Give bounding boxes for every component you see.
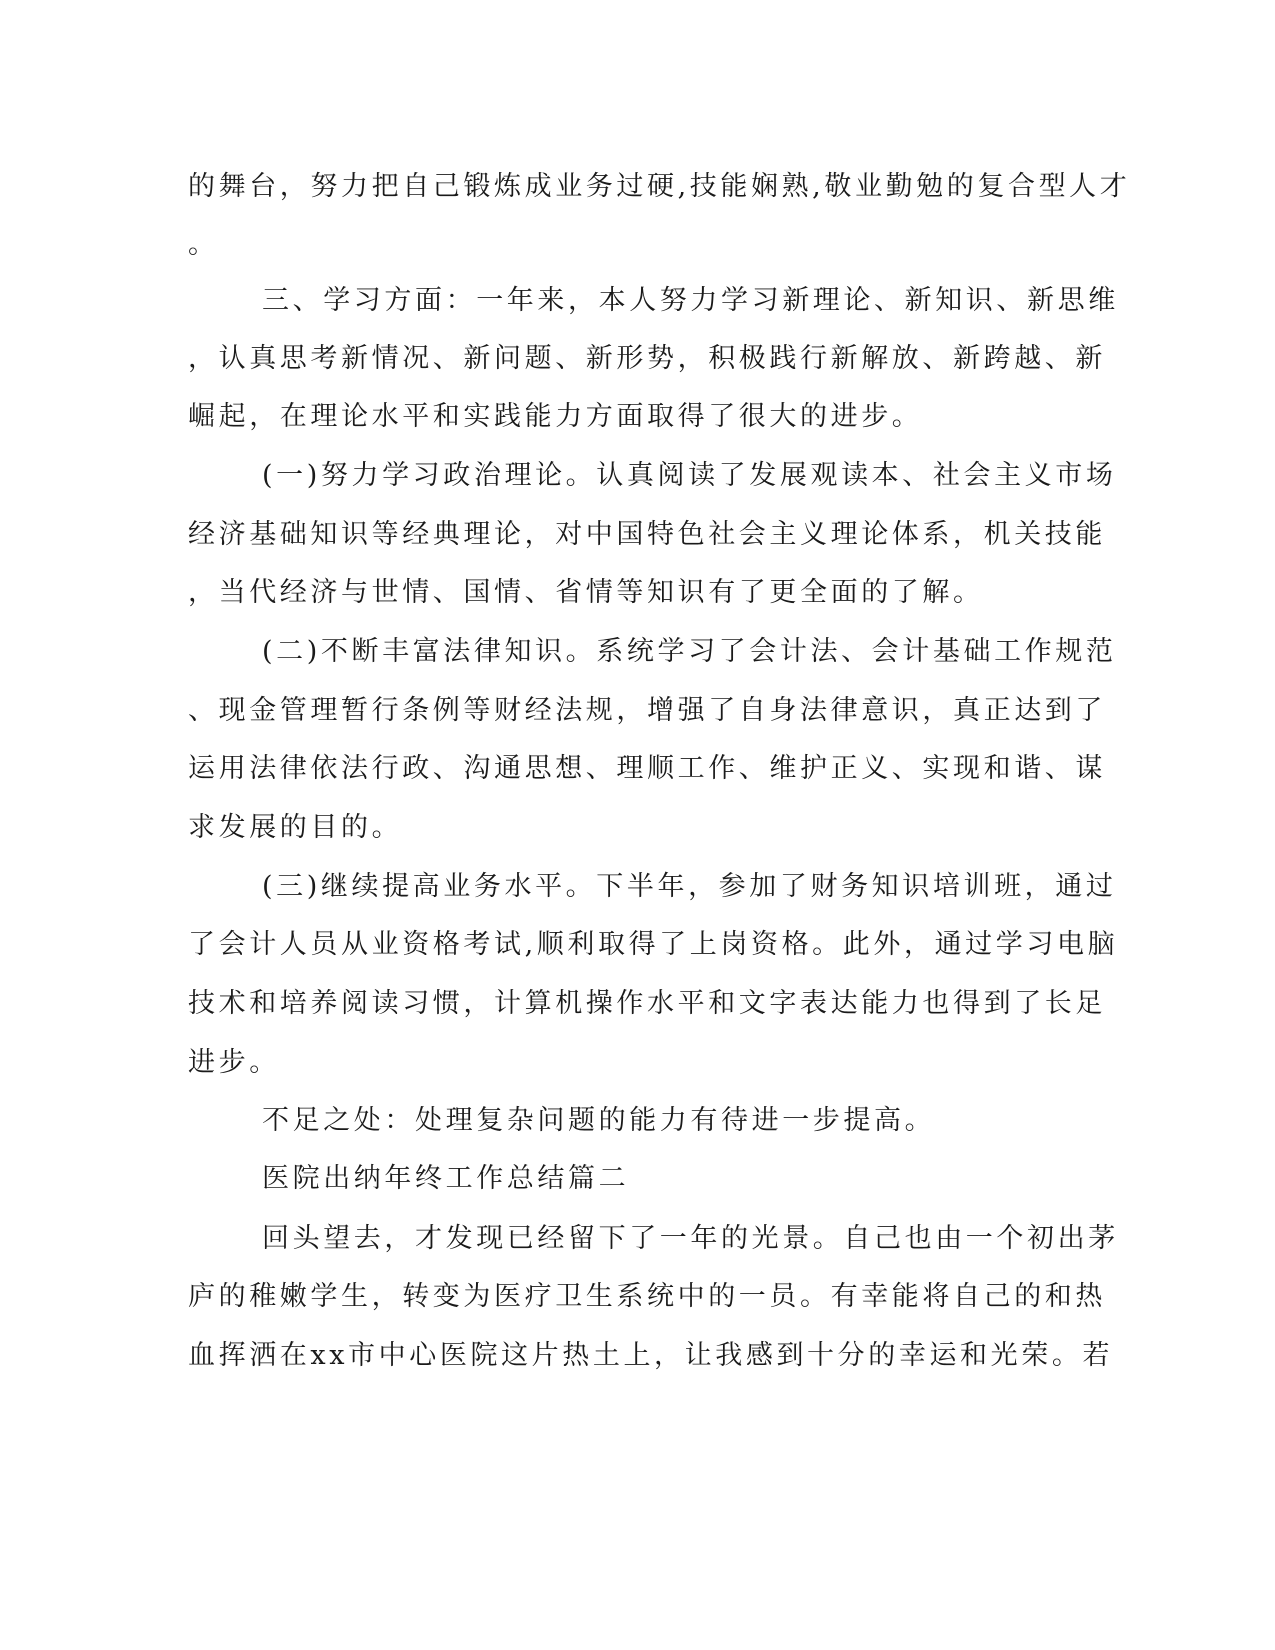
text-line: 求发展的目的。 [188,812,403,843]
section-heading: 医院出纳年终工作总结篇二 [262,1163,630,1194]
paragraph-start-line: 不足之处：处理复杂问题的能力有待进一步提高。 [262,1105,936,1136]
paragraph-start-line: (二)不断丰富法律知识。系统学习了会计法、会计基础工作规范 [262,636,1117,667]
text-line: 技术和培养阅读习惯，计算机操作水平和文字表达能力也得到了长足 [188,988,1106,1019]
text-line: 运用法律依法行政、沟通思想、理顺工作、维护正义、实现和谐、谋 [188,753,1106,784]
text-line: ，认真思考新情况、新问题、新形势，积极践行新解放、新跨越、新 [188,343,1106,374]
text-line: 血挥洒在xx市中心医院这片热土上，让我感到十分的幸运和光荣。若 [188,1340,1114,1371]
text-line: 了会计人员从业资格考试,顺利取得了上岗资格。此外，通过学习电脑 [188,929,1119,960]
text-line: 经济基础知识等经典理论，对中国特色社会主义理论体系，机关技能 [188,519,1106,550]
text-line: 、现金管理暂行条例等财经法规，增强了自身法律意识，真正达到了 [188,695,1106,726]
text-line: 。 [188,229,219,260]
text-line: 庐的稚嫩学生，转变为医疗卫生系统中的一员。有幸能将自己的和热 [188,1281,1106,1312]
paragraph-start-line: 三、学习方面：一年来，本人努力学习新理论、新知识、新思维 [262,285,1119,316]
paragraph-start-line: (一)努力学习政治理论。认真阅读了发展观读本、社会主义市场 [262,460,1117,491]
text-line: 的舞台，努力把自己锻炼成业务过硬,技能娴熟,敬业勤勉的复合型人才 [188,171,1131,202]
paragraph-start-line: 回头望去，才发现已经留下了一年的光景。自己也由一个初出茅 [262,1223,1119,1254]
text-line: ，当代经济与世情、国情、省情等知识有了更全面的了解。 [188,577,984,608]
text-line: 进步。 [188,1047,280,1078]
text-line: 崛起，在理论水平和实践能力方面取得了很大的进步。 [188,401,923,432]
paragraph-start-line: (三)继续提高业务水平。下半年，参加了财务知识培训班，通过 [262,871,1117,902]
